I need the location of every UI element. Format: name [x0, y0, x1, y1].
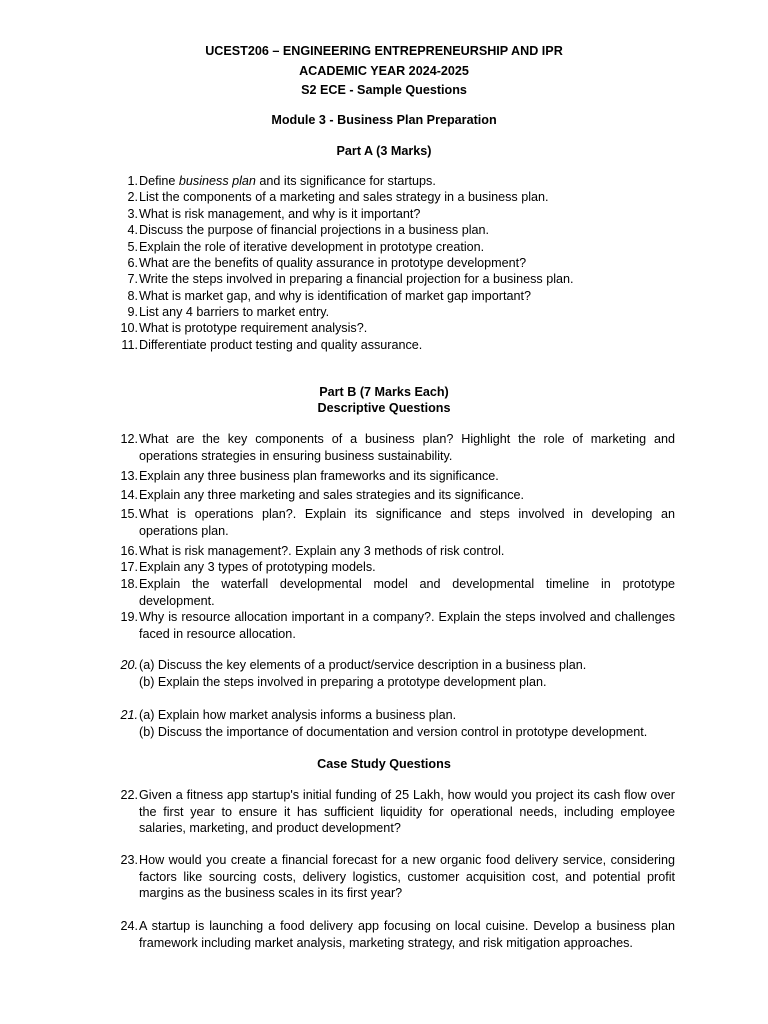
part-b-title: Part B (7 Marks Each) — [319, 385, 449, 399]
question-14 — [112, 487, 675, 504]
question-text: What is market gap, and why is identification of market gap important? — [139, 289, 531, 303]
descriptive-questions-heading: Descriptive Questions — [317, 401, 451, 415]
question-number: 21. — [120, 708, 138, 722]
course-title: UCEST206 – ENGINEERING ENTREPRENEURSHIP AND IPR — [205, 44, 563, 58]
question-number: 9. — [127, 305, 138, 319]
question-number: 8. — [127, 289, 138, 303]
question-text: What is prototype requirement analysis?. — [139, 321, 368, 335]
question-part-a: (a) Discuss the key elements of a product/service description in a business plan. — [139, 658, 587, 672]
question-text: How would you create a financial forecast for a new organic food delivery service, considering factors like sourcing costs, delivery logistics, customer acquisition cost, and potential profit margins as the business scales in its first year? — [139, 853, 675, 901]
question-number: 10. — [120, 321, 138, 335]
question-text: Given a fitness app startup's initial funding of 25 Lakh, how would you project its cash flow over the first year to ensure it has sufficient liquidity for operational needs, including employee salaries, marketing, and product development? — [139, 788, 675, 836]
question-text: What is risk management?. Explain any 3 methods of risk control. — [139, 544, 505, 558]
question-23 — [112, 852, 675, 902]
question-number: 14. — [120, 488, 138, 502]
question-number: 18. — [120, 577, 138, 591]
question-text: Explain the role of iterative development in prototype creation. — [139, 240, 485, 254]
question-part-b: (b) Explain the steps involved in preparing a prototype development plan. — [139, 674, 547, 689]
question-text: Write the steps involved in preparing a financial projection for a business plan. — [139, 272, 574, 286]
question-number: 22. — [120, 788, 138, 802]
question-number: 19. — [120, 610, 138, 624]
question-19 — [112, 609, 675, 642]
question-text: What is operations plan?. Explain its significance and steps involved in developing an operations plan. — [139, 507, 675, 538]
question-13 — [112, 468, 675, 485]
question-12 — [112, 431, 675, 464]
question-number: 6. — [127, 256, 138, 270]
question-part-a: (a) Explain how market analysis informs a business plan. — [139, 708, 457, 722]
question-11 — [112, 337, 675, 354]
question-20 — [112, 657, 675, 690]
question-number: 20. — [120, 658, 138, 672]
question-number: 12. — [120, 432, 138, 446]
question-text: Explain the waterfall developmental model and developmental timeline in prototype development. — [139, 577, 675, 608]
question-1 — [112, 173, 675, 190]
question-number: 16. — [120, 544, 138, 558]
question-18 — [112, 576, 675, 609]
question-10 — [112, 320, 675, 337]
part-a-title: Part A (3 Marks) — [336, 144, 432, 158]
case-study-title: Case Study Questions — [317, 757, 451, 771]
question-number: 24. — [120, 919, 138, 933]
question-2 — [112, 189, 675, 206]
question-21 — [112, 707, 675, 740]
question-3 — [112, 206, 675, 223]
question-text: Explain any three business plan frameworks and its significance. — [139, 469, 499, 483]
question-text: List the components of a marketing and sales strategy in a business plan. — [139, 190, 549, 204]
question-7 — [112, 271, 675, 288]
question-17 — [112, 559, 675, 576]
question-text: Explain any 3 types of prototyping models. — [139, 560, 376, 574]
question-4 — [112, 222, 675, 239]
question-text: What is risk management, and why is it important? — [139, 207, 421, 221]
question-text: What are the benefits of quality assurance in prototype development? — [139, 256, 527, 270]
question-number: 11. — [121, 338, 138, 352]
question-number: 1. — [127, 174, 138, 188]
question-number: 4. — [127, 223, 138, 237]
question-number: 23. — [120, 853, 138, 867]
question-8 — [112, 288, 675, 305]
sample-questions-heading: S2 ECE - Sample Questions — [301, 83, 467, 97]
question-text: A startup is launching a food delivery app focusing on local cuisine. Develop a business plan framework including market analysis, marketing strategy, and risk mitigation approaches. — [139, 919, 675, 950]
question-text: Discuss the purpose of financial projections in a business plan. — [139, 223, 490, 237]
question-number: 2. — [127, 190, 138, 204]
question-text: What are the key components of a business plan? Highlight the role of marketing and operations strategies in ensuring business sustainability. — [139, 432, 675, 463]
question-number: 5. — [127, 240, 138, 254]
question-text: Why is resource allocation important in a company?. Explain the steps involved and challenges faced in resource allocation. — [139, 610, 675, 641]
question-number: 7. — [127, 272, 138, 286]
question-15 — [112, 506, 675, 539]
question-text: and its significance for startups. — [255, 174, 436, 188]
question-6 — [112, 255, 675, 272]
question-emphasis: business plan — [178, 174, 256, 188]
question-text: Define — [139, 174, 179, 188]
question-number: 13. — [120, 469, 138, 483]
question-number: 15. — [120, 507, 138, 521]
question-24 — [112, 918, 675, 951]
question-part-b: (b) Discuss the importance of documentation and version control in prototype development. — [139, 724, 648, 739]
module-title: Module 3 - Business Plan Preparation — [271, 113, 497, 127]
question-number: 17. — [120, 560, 138, 574]
question-text: List any 4 barriers to market entry. — [139, 305, 330, 319]
question-16 — [112, 543, 675, 560]
question-number: 3. — [127, 207, 138, 221]
question-text: Explain any three marketing and sales strategies and its significance. — [139, 488, 525, 502]
question-5 — [112, 239, 675, 256]
question-text: Differentiate product testing and quality assurance. — [139, 338, 423, 352]
question-22 — [112, 787, 675, 837]
academic-year: ACADEMIC YEAR 2024-2025 — [299, 64, 469, 78]
question-9 — [112, 304, 675, 321]
